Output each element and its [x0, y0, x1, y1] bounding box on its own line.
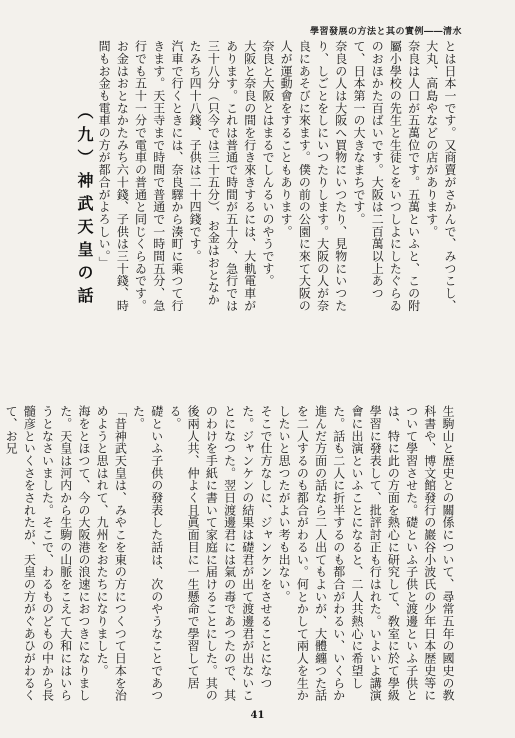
page-number: 41 [250, 710, 265, 721]
upper-body-text: とは日本一です。又商賣がさかんで、みつこし、大丸、高島やなどの店があります。 奈良は人口が五萬位です。五萬といふと、この附屬小學校の先生と生徒とをいつしよにしたぐらゐのおほかた百ばいです。大阪は二百萬以上あつて、日本第一の大きなまちです。 奈良の人は大阪へ買物にいつたり、見物にいつたり、しごとをしにいつたりします。大阪の人が奈良にあそびに來ます。僕の前の公園に來て大阪の人が運動會をすることもあります。 奈良と大阪とはまるでしんるいのやうです。 大阪と奈良の間を行き來きするには、大軌電車があります。これは普通で時間が五十分、急行では三十八分（只今では三十五分）、お金はおとなかたみち四十八錢、子供は二十四錢です。 汽車で行くときには、奈良驛から湊町に乘つて行きます。天王寺まで時間で普通で一時間五分、急行でも五十一分で電車の普通と同じくらゐです。お金はおとなかたみち六十錢、子供は三十錢、時間もお金も電車の方が都合がよろしい。」 [97, 40, 457, 312]
running-header: 學習發展の方法と其の實例――清水 [309, 27, 462, 37]
section-heading: （九）神武天皇の話 [75, 103, 94, 310]
lower-body-text: 生駒山と歴史との關係について、尋常五年の國史の教科書や、博文館發行の巖谷小波氏の少年日本歴史等について學習させた。礎といふ子供と渡邊といふ子供とは、特に此の方面を熱心に研究して、敎室に於て學級學習に發表して、批評討正も行はれた。いよいよ講演會に出演といふことになると、二人共熱心に希望した。話も二人に折半するのも都合がわるい、いくらか進んだ方面の話なら二人出てもよいが、大體纏つた話を二人するのも都合がわるい。何とかして兩人を生かしたいと思つたがよい考も出ない。 そこで仕方なしに、ジャンケンをさせることになつた。ジャンケンの結果は礎君が出て渡邊君が出ないことになつた。翌日渡邊君には氣の毒であつたので、其のわけを手紙に書いて家庭に届けることにした。其の後兩人共、仲よく且眞面目に一生懸命で學習して居る。 礎といふ子供の發表した話は、次のやうなことであつた。 「昔神武天皇は、みやこを東の方につくつて日本を治めようと思はれて、九州をおたちになりました。 海をとほつて、今の大阪港の浪速におつきになりました。天皇は河内から生駒の山脈をこえて大和にはいらうとなさいました。そこで、わるものどもの中から長髓彦といくさをされたが、天皇の方がぐあひがわるくて、お兄 [4, 405, 455, 702]
